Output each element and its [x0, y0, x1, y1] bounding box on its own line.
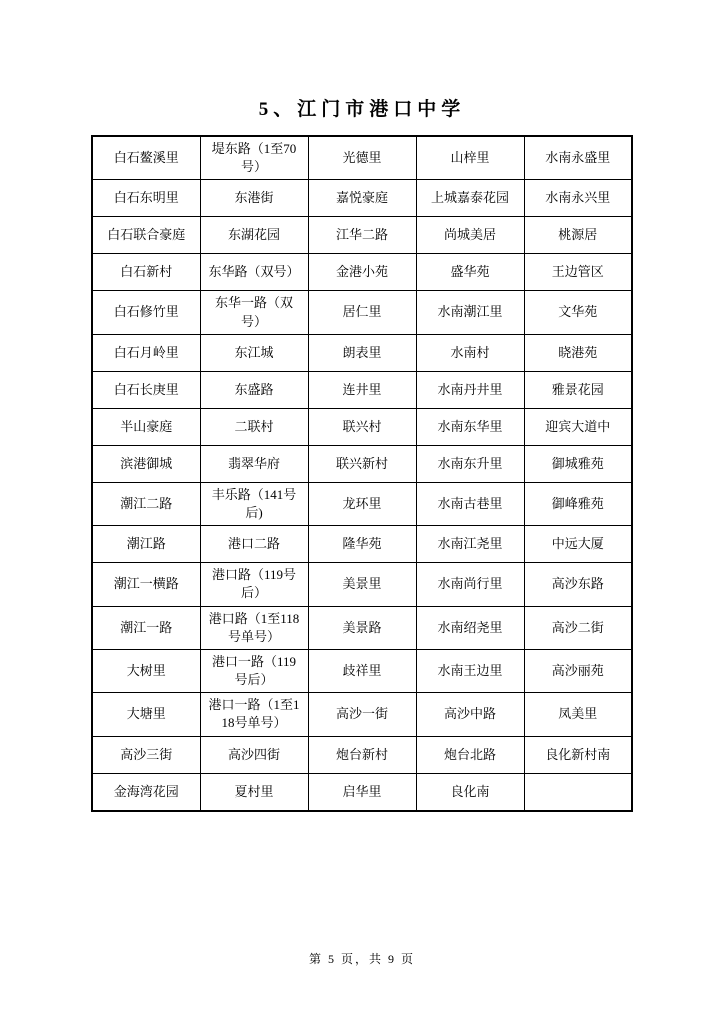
table-cell: 山梓里 [416, 136, 524, 180]
page-number-footer: 第 5 页，共 9 页 [308, 952, 415, 966]
table-cell: 水南潮江里 [416, 291, 524, 334]
table-cell: 潮江一横路 [92, 563, 200, 606]
table-cell: 水南永兴里 [524, 180, 632, 217]
table-cell: 高沙四街 [200, 736, 308, 773]
table-cell: 歧祥里 [308, 649, 416, 692]
table-row [92, 254, 632, 291]
table-cell: 嘉悦豪庭 [308, 180, 416, 217]
table-cell: 白石新村 [92, 254, 200, 291]
table-row [92, 217, 632, 254]
table-cell: 尚城美居 [416, 217, 524, 254]
table-cell: 王边管区 [524, 254, 632, 291]
table-row [92, 136, 632, 180]
table-cell: 高沙二街 [524, 606, 632, 649]
table-cell: 潮江一路 [92, 606, 200, 649]
table-cell: 滨港御城 [92, 445, 200, 482]
table-cell: 港口一路（1至118号单号） [200, 693, 308, 736]
table-cell: 高沙三街 [92, 736, 200, 773]
table-cell: 凤美里 [524, 693, 632, 736]
table-cell: 港口二路 [200, 526, 308, 563]
table-cell: 潮江二路 [92, 482, 200, 525]
table-cell: 御峰雅苑 [524, 482, 632, 525]
table-cell: 良化新村南 [524, 736, 632, 773]
table-cell: 半山豪庭 [92, 408, 200, 445]
table-cell: 东盛路 [200, 371, 308, 408]
table-row [92, 445, 632, 482]
table-row [92, 334, 632, 371]
table-cell: 白石月岭里 [92, 334, 200, 371]
table-row [92, 649, 632, 692]
table-cell: 良化南 [416, 773, 524, 811]
table-cell: 白石修竹里 [92, 291, 200, 334]
table-row [92, 371, 632, 408]
table-cell: 居仁里 [308, 291, 416, 334]
table-cell: 港口一路（119号后） [200, 649, 308, 692]
table-cell: 水南王边里 [416, 649, 524, 692]
table-cell: 迎宾大道中 [524, 408, 632, 445]
table-cell: 光德里 [308, 136, 416, 180]
table-cell: 金港小苑 [308, 254, 416, 291]
table-cell: 中远大厦 [524, 526, 632, 563]
table-cell: 东湖花园 [200, 217, 308, 254]
table-cell: 启华里 [308, 773, 416, 811]
table-cell: 江华二路 [308, 217, 416, 254]
table-cell: 水南东华里 [416, 408, 524, 445]
table-cell: 丰乐路（141号后) [200, 482, 308, 525]
table-cell: 水南绍尧里 [416, 606, 524, 649]
table-cell: 晓港苑 [524, 334, 632, 371]
table-cell: 水南丹井里 [416, 371, 524, 408]
table-cell: 水南永盛里 [524, 136, 632, 180]
table-cell: 大塘里 [92, 693, 200, 736]
table-cell: 桃源居 [524, 217, 632, 254]
table-cell: 水南尚行里 [416, 563, 524, 606]
table-row [92, 773, 632, 811]
table-cell: 金海湾花园 [92, 773, 200, 811]
table-cell: 炮台北路 [416, 736, 524, 773]
table-row [92, 606, 632, 649]
table-cell: 大树里 [92, 649, 200, 692]
table-cell: 白石鳌溪里 [92, 136, 200, 180]
table-cell: 上城嘉泰花园 [416, 180, 524, 217]
table-row [92, 180, 632, 217]
table-cell: 水南东升里 [416, 445, 524, 482]
table-cell: 朗表里 [308, 334, 416, 371]
table-cell: 白石联合豪庭 [92, 217, 200, 254]
table-cell: 联兴村 [308, 408, 416, 445]
table-cell [524, 773, 632, 811]
table-cell: 白石东明里 [92, 180, 200, 217]
table-cell: 美景里 [308, 563, 416, 606]
table-cell: 御城雅苑 [524, 445, 632, 482]
table-cell: 夏村里 [200, 773, 308, 811]
table-cell: 潮江路 [92, 526, 200, 563]
table-cell: 堤东路（1至70号） [200, 136, 308, 180]
table-row [92, 693, 632, 736]
table-row [92, 291, 632, 334]
table-cell: 港口路（119号后） [200, 563, 308, 606]
table-cell: 盛华苑 [416, 254, 524, 291]
table-row [92, 526, 632, 563]
table-cell: 东江城 [200, 334, 308, 371]
table-cell: 二联村 [200, 408, 308, 445]
table-cell: 东华路（双号） [200, 254, 308, 291]
table-cell: 隆华苑 [308, 526, 416, 563]
table-cell: 东华一路（双号） [200, 291, 308, 334]
table-cell: 水南村 [416, 334, 524, 371]
table-row [92, 563, 632, 606]
table-cell: 美景路 [308, 606, 416, 649]
table-row [92, 408, 632, 445]
district-table [91, 135, 633, 812]
page-title: 5、江门市港口中学 [258, 99, 466, 120]
table-cell: 龙环里 [308, 482, 416, 525]
table-cell: 东港街 [200, 180, 308, 217]
table-cell: 高沙东路 [524, 563, 632, 606]
table-cell: 翡翠华府 [200, 445, 308, 482]
table-cell: 雅景花园 [524, 371, 632, 408]
table-cell: 水南古巷里 [416, 482, 524, 525]
table-cell: 炮台新村 [308, 736, 416, 773]
table-cell: 高沙一街 [308, 693, 416, 736]
table-cell: 连井里 [308, 371, 416, 408]
table-row [92, 482, 632, 525]
district-table-body [92, 136, 632, 811]
table-row [92, 736, 632, 773]
table-cell: 高沙丽苑 [524, 649, 632, 692]
table-cell: 港口路（1至118号单号） [200, 606, 308, 649]
table-cell: 高沙中路 [416, 693, 524, 736]
table-cell: 白石长庚里 [92, 371, 200, 408]
table-cell: 联兴新村 [308, 445, 416, 482]
table-cell: 水南江尧里 [416, 526, 524, 563]
table-cell: 文华苑 [524, 291, 632, 334]
